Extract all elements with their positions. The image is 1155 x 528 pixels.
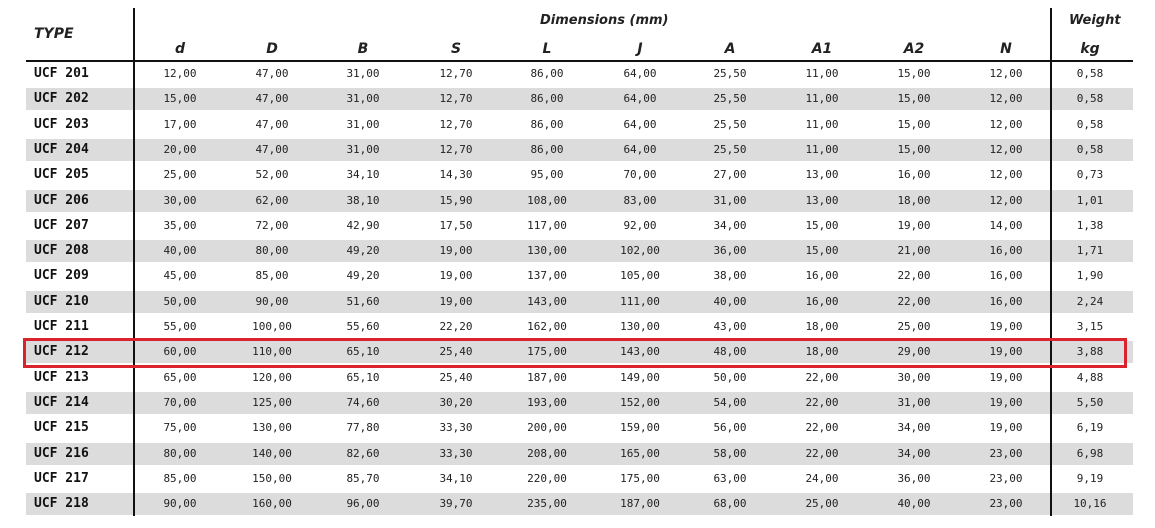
value-cell: 15,00 <box>897 117 931 131</box>
value-cell: 15,00 <box>163 92 197 106</box>
value-cell: 12,00 <box>989 67 1023 80</box>
table-row <box>26 164 1133 186</box>
value-cell: 11,00 <box>805 117 839 131</box>
value-cell: 15,90 <box>439 193 473 207</box>
table-row <box>26 190 1133 212</box>
value-cell: 22,00 <box>805 370 839 384</box>
value-cell: 9,19 <box>1076 471 1104 485</box>
value-cell: 16,00 <box>989 244 1023 258</box>
value-cell: 25,00 <box>897 320 931 333</box>
value-cell: 34,00 <box>897 421 931 435</box>
value-cell: 105,00 <box>620 269 660 283</box>
column-header-4: L <box>542 41 552 57</box>
type-cell: UCF 217 <box>34 470 89 486</box>
value-cell: 22,00 <box>897 269 931 283</box>
value-cell: 50,00 <box>713 370 747 384</box>
type-header: TYPE <box>34 26 74 42</box>
value-cell: 187,00 <box>620 497 660 511</box>
value-cell: 150,00 <box>252 471 292 485</box>
value-cell: 160,00 <box>252 497 292 511</box>
value-cell: 5,50 <box>1076 395 1104 409</box>
value-cell: 6,98 <box>1076 446 1104 460</box>
value-cell: 70,00 <box>623 168 657 182</box>
value-cell: 86,00 <box>530 142 564 156</box>
value-cell: 108,00 <box>527 193 567 207</box>
value-cell: 111,00 <box>620 294 660 308</box>
value-cell: 23,00 <box>989 497 1023 511</box>
value-cell: 13,00 <box>805 168 839 182</box>
value-cell: 85,70 <box>346 471 380 485</box>
table-row <box>26 265 1133 287</box>
value-cell: 102,00 <box>620 244 660 258</box>
value-cell: 34,00 <box>897 446 931 460</box>
value-cell: 152,00 <box>620 395 660 409</box>
table-row <box>26 392 1133 414</box>
value-cell: 12,00 <box>989 193 1023 207</box>
value-cell: 143,00 <box>527 294 567 308</box>
value-cell: 1,38 <box>1076 218 1104 232</box>
value-cell: 193,00 <box>527 395 567 409</box>
value-cell: 86,00 <box>530 67 564 80</box>
value-cell: 63,00 <box>713 471 747 485</box>
value-cell: 31,00 <box>346 142 380 156</box>
value-cell: 110,00 <box>252 345 292 359</box>
value-cell: 25,00 <box>163 168 197 182</box>
value-cell: 12,70 <box>439 142 473 156</box>
value-cell: 19,00 <box>989 421 1023 435</box>
value-cell: 165,00 <box>620 446 660 460</box>
value-cell: 80,00 <box>255 244 289 258</box>
value-cell: 19,00 <box>989 320 1023 333</box>
value-cell: 17,00 <box>163 117 197 131</box>
type-cell: UCF 211 <box>34 319 89 334</box>
value-cell: 36,00 <box>713 244 747 258</box>
value-cell: 72,00 <box>255 218 289 232</box>
column-header-8: A2 <box>903 41 925 57</box>
type-cell: UCF 205 <box>34 167 89 183</box>
value-cell: 100,00 <box>252 320 292 333</box>
value-cell: 86,00 <box>530 92 564 106</box>
value-cell: 48,00 <box>713 345 747 359</box>
value-cell: 15,00 <box>897 142 931 156</box>
value-cell: 92,00 <box>623 218 657 232</box>
value-cell: 25,50 <box>713 67 747 80</box>
value-cell: 18,00 <box>897 193 931 207</box>
value-cell: 33,30 <box>439 421 473 435</box>
value-cell: 55,60 <box>346 320 380 333</box>
value-cell: 33,30 <box>439 446 473 460</box>
value-cell: 36,00 <box>897 471 931 485</box>
table-row <box>26 63 1133 85</box>
value-cell: 12,00 <box>989 92 1023 106</box>
value-cell: 12,70 <box>439 67 473 80</box>
value-cell: 56,00 <box>713 421 747 435</box>
type-divider-line <box>133 8 135 516</box>
value-cell: 43,00 <box>713 320 747 333</box>
value-cell: 25,50 <box>713 92 747 106</box>
value-cell: 130,00 <box>620 320 660 333</box>
value-cell: 82,60 <box>346 446 380 460</box>
value-cell: 21,00 <box>897 244 931 258</box>
value-cell: 19,00 <box>989 345 1023 359</box>
value-cell: 130,00 <box>252 421 292 435</box>
column-header-3: S <box>450 41 462 57</box>
value-cell: 137,00 <box>527 269 567 283</box>
value-cell: 64,00 <box>623 67 657 80</box>
value-cell: 1,90 <box>1076 269 1104 283</box>
value-cell: 51,60 <box>346 294 380 308</box>
value-cell: 34,00 <box>713 218 747 232</box>
column-header-7: A1 <box>811 41 833 57</box>
value-cell: 12,70 <box>439 92 473 106</box>
value-cell: 86,00 <box>530 117 564 131</box>
value-cell: 64,00 <box>623 92 657 106</box>
value-cell: 30,20 <box>439 395 473 409</box>
value-cell: 50,00 <box>163 294 197 308</box>
value-cell: 83,00 <box>623 193 657 207</box>
value-cell: 16,00 <box>897 168 931 182</box>
value-cell: 40,00 <box>713 294 747 308</box>
value-cell: 25,50 <box>713 117 747 131</box>
table-row <box>26 316 1133 338</box>
value-cell: 19,00 <box>439 244 473 258</box>
value-cell: 159,00 <box>620 421 660 435</box>
table-row <box>26 240 1133 262</box>
type-cell: UCF 202 <box>34 91 89 107</box>
value-cell: 0,58 <box>1076 142 1104 156</box>
value-cell: 60,00 <box>163 345 197 359</box>
value-cell: 2,24 <box>1076 294 1104 308</box>
type-cell: UCF 210 <box>34 293 89 309</box>
value-cell: 16,00 <box>989 294 1023 308</box>
value-cell: 16,00 <box>989 269 1023 283</box>
table-row <box>26 114 1133 136</box>
value-cell: 19,00 <box>989 370 1023 384</box>
value-cell: 208,00 <box>527 446 567 460</box>
value-cell: 64,00 <box>623 117 657 131</box>
value-cell: 24,00 <box>805 471 839 485</box>
value-cell: 0,58 <box>1076 92 1104 106</box>
value-cell: 49,20 <box>346 244 380 258</box>
value-cell: 65,10 <box>346 370 380 384</box>
value-cell: 90,00 <box>255 294 289 308</box>
value-cell: 11,00 <box>805 67 839 80</box>
value-cell: 40,00 <box>897 497 931 511</box>
table-row <box>26 443 1133 465</box>
value-cell: 220,00 <box>527 471 567 485</box>
column-header-5: J <box>637 41 643 57</box>
value-cell: 90,00 <box>163 497 197 511</box>
value-cell: 23,00 <box>989 471 1023 485</box>
table-row <box>26 291 1133 313</box>
value-cell: 29,00 <box>897 345 931 359</box>
table-row <box>26 493 1133 515</box>
value-cell: 11,00 <box>805 92 839 106</box>
value-cell: 31,00 <box>346 67 380 80</box>
value-cell: 10,16 <box>1073 497 1107 511</box>
value-cell: 12,70 <box>439 117 473 131</box>
value-cell: 3,88 <box>1076 345 1104 359</box>
dimensions-header: Dimensions (mm) <box>540 13 669 28</box>
value-cell: 42,90 <box>346 218 380 232</box>
value-cell: 200,00 <box>527 421 567 435</box>
table-row <box>26 88 1133 110</box>
value-cell: 187,00 <box>527 370 567 384</box>
weight-header: Weight <box>1069 13 1121 28</box>
value-cell: 25,40 <box>439 370 473 384</box>
type-cell: UCF 212 <box>34 344 89 360</box>
value-cell: 47,00 <box>255 142 289 156</box>
value-cell: 34,10 <box>439 471 473 485</box>
value-cell: 15,00 <box>897 92 931 106</box>
value-cell: 19,00 <box>439 294 473 308</box>
value-cell: 27,00 <box>713 168 747 182</box>
value-cell: 23,00 <box>989 446 1023 460</box>
column-header-0: d <box>174 41 186 57</box>
value-cell: 16,00 <box>805 269 839 283</box>
value-cell: 40,00 <box>163 244 197 258</box>
value-cell: 140,00 <box>252 446 292 460</box>
value-cell: 65,00 <box>163 370 197 384</box>
type-cell: UCF 218 <box>34 496 89 512</box>
value-cell: 4,88 <box>1076 370 1104 384</box>
value-cell: 1,71 <box>1076 244 1104 258</box>
value-cell: 47,00 <box>255 67 289 80</box>
value-cell: 34,10 <box>346 168 380 182</box>
value-cell: 55,00 <box>163 320 197 333</box>
value-cell: 235,00 <box>527 497 567 511</box>
type-cell: UCF 203 <box>34 116 89 132</box>
value-cell: 12,00 <box>163 67 197 80</box>
value-cell: 38,10 <box>346 193 380 207</box>
value-cell: 62,00 <box>255 193 289 207</box>
value-cell: 117,00 <box>527 218 567 232</box>
value-cell: 30,00 <box>163 193 197 207</box>
value-cell: 52,00 <box>255 168 289 182</box>
value-cell: 20,00 <box>163 142 197 156</box>
value-cell: 162,00 <box>527 320 567 333</box>
type-cell: UCF 216 <box>34 445 89 461</box>
column-header-9: N <box>1000 41 1012 57</box>
value-cell: 149,00 <box>620 370 660 384</box>
value-cell: 96,00 <box>346 497 380 511</box>
value-cell: 54,00 <box>713 395 747 409</box>
value-cell: 16,00 <box>805 294 839 308</box>
value-cell: 6,19 <box>1076 421 1104 435</box>
table-row <box>26 367 1133 389</box>
value-cell: 0,73 <box>1076 168 1104 182</box>
value-cell: 19,00 <box>989 395 1023 409</box>
value-cell: 125,00 <box>252 395 292 409</box>
value-cell: 47,00 <box>255 117 289 131</box>
value-cell: 39,70 <box>439 497 473 511</box>
value-cell: 38,00 <box>713 269 747 283</box>
value-cell: 17,50 <box>439 218 473 232</box>
value-cell: 35,00 <box>163 218 197 232</box>
type-cell: UCF 207 <box>34 217 89 233</box>
value-cell: 175,00 <box>620 471 660 485</box>
value-cell: 58,00 <box>713 446 747 460</box>
value-cell: 47,00 <box>255 92 289 106</box>
value-cell: 31,00 <box>897 395 931 409</box>
table-row <box>26 215 1133 237</box>
value-cell: 14,00 <box>989 218 1023 232</box>
value-cell: 25,00 <box>805 497 839 511</box>
value-cell: 64,00 <box>623 142 657 156</box>
table-row <box>26 468 1133 490</box>
header-rule <box>26 60 1133 62</box>
type-cell: UCF 201 <box>34 66 89 81</box>
value-cell: 22,00 <box>805 421 839 435</box>
value-cell: 31,00 <box>346 92 380 106</box>
value-cell: 0,58 <box>1076 117 1104 131</box>
type-cell: UCF 209 <box>34 268 89 284</box>
value-cell: 31,00 <box>346 117 380 131</box>
value-cell: 22,00 <box>897 294 931 308</box>
value-cell: 31,00 <box>713 193 747 207</box>
value-cell: 0,58 <box>1076 67 1104 80</box>
table-row <box>26 139 1133 161</box>
weight-divider-line <box>1050 8 1052 516</box>
value-cell: 15,00 <box>805 218 839 232</box>
value-cell: 74,60 <box>346 395 380 409</box>
value-cell: 15,00 <box>897 67 931 80</box>
value-cell: 120,00 <box>252 370 292 384</box>
value-cell: 22,00 <box>805 395 839 409</box>
value-cell: 143,00 <box>620 345 660 359</box>
value-cell: 3,15 <box>1076 320 1104 333</box>
value-cell: 13,00 <box>805 193 839 207</box>
value-cell: 18,00 <box>805 345 839 359</box>
value-cell: 25,50 <box>713 142 747 156</box>
type-cell: UCF 204 <box>34 141 89 157</box>
value-cell: 18,00 <box>805 320 839 333</box>
type-cell: UCF 208 <box>34 243 89 259</box>
value-cell: 49,20 <box>346 269 380 283</box>
type-cell: UCF 214 <box>34 394 89 410</box>
value-cell: 65,10 <box>346 345 380 359</box>
value-cell: 22,20 <box>439 320 473 333</box>
value-cell: 68,00 <box>713 497 747 511</box>
value-cell: 30,00 <box>897 370 931 384</box>
column-header-1: D <box>266 41 278 57</box>
value-cell: 85,00 <box>255 269 289 283</box>
value-cell: 22,00 <box>805 446 839 460</box>
column-header-6: A <box>724 41 736 57</box>
value-cell: 14,30 <box>439 168 473 182</box>
type-cell: UCF 215 <box>34 420 89 436</box>
value-cell: 12,00 <box>989 168 1023 182</box>
type-cell: UCF 206 <box>34 192 89 208</box>
value-cell: 11,00 <box>805 142 839 156</box>
value-cell: 175,00 <box>527 345 567 359</box>
value-cell: 80,00 <box>163 446 197 460</box>
value-cell: 12,00 <box>989 142 1023 156</box>
value-cell: 12,00 <box>989 117 1023 131</box>
value-cell: 77,80 <box>346 421 380 435</box>
value-cell: 1,01 <box>1076 193 1104 207</box>
value-cell: 70,00 <box>163 395 197 409</box>
value-cell: 19,00 <box>897 218 931 232</box>
value-cell: 75,00 <box>163 421 197 435</box>
value-cell: 15,00 <box>805 244 839 258</box>
table-row <box>26 341 1133 363</box>
table-row <box>26 417 1133 439</box>
type-cell: UCF 213 <box>34 369 89 385</box>
value-cell: 130,00 <box>527 244 567 258</box>
value-cell: 85,00 <box>163 471 197 485</box>
column-header-2: B <box>357 41 369 57</box>
value-cell: 95,00 <box>530 168 564 182</box>
value-cell: 19,00 <box>439 269 473 283</box>
value-cell: 45,00 <box>163 269 197 283</box>
column-header-10: kg <box>1080 41 1100 57</box>
value-cell: 25,40 <box>439 345 473 359</box>
